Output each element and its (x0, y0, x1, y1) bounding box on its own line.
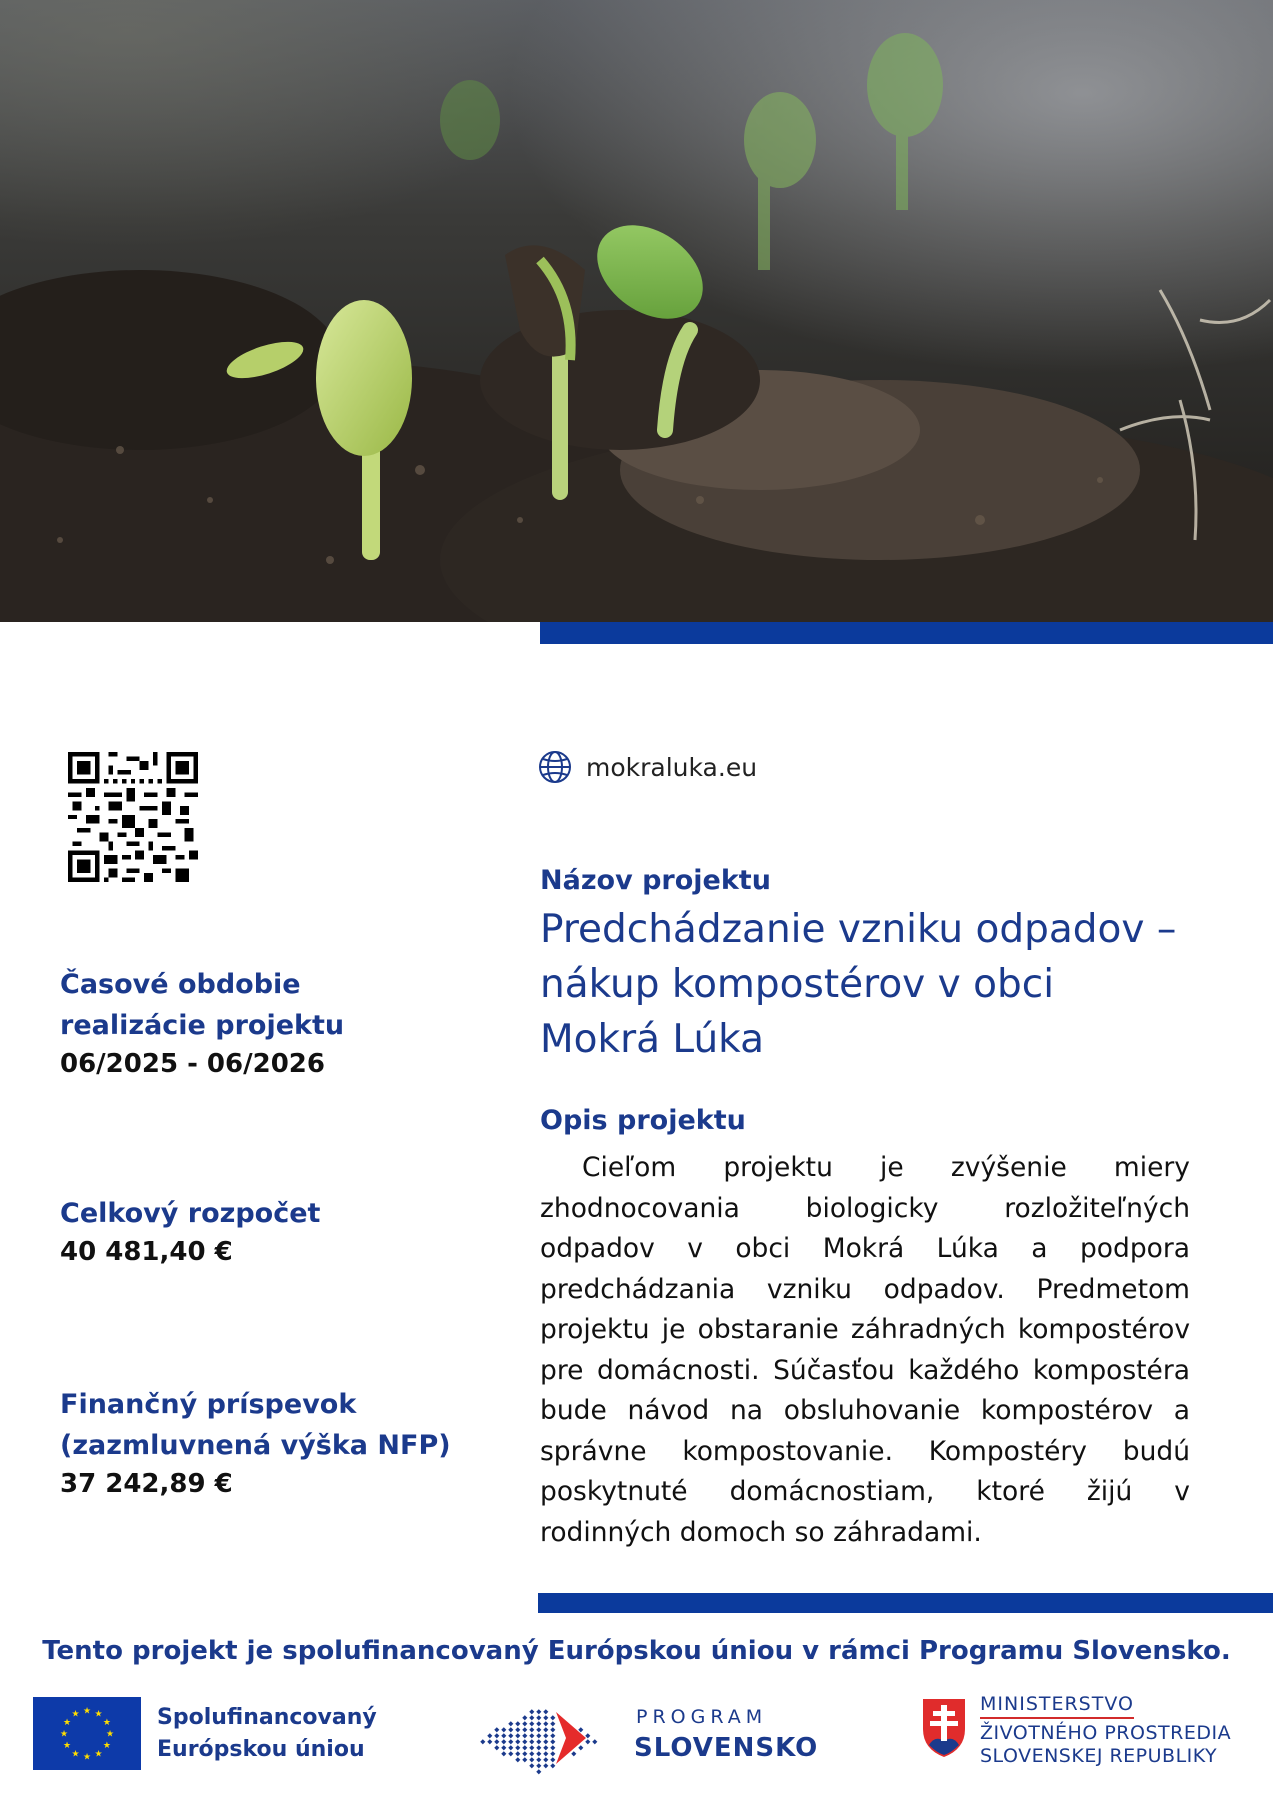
eu-star: ★ (71, 1749, 80, 1760)
accent-bar-bottom (538, 1593, 1273, 1613)
eu-star: ★ (94, 1709, 103, 1720)
eu-star: ★ (102, 1741, 111, 1751)
ministry-name (980, 1722, 1231, 1768)
period-value: 06/2025 - 06/2026 (60, 1049, 325, 1079)
project-name-label: Názov projektu (540, 865, 771, 896)
eu-star: ★ (82, 1752, 92, 1763)
hero-photo-seedlings (0, 0, 1273, 622)
period-label-line2: realizácie projektu (60, 1010, 345, 1041)
project-desc-label: Opis projektu (540, 1105, 746, 1136)
eu-star: ★ (63, 1718, 72, 1728)
eu-star: ★ (71, 1709, 80, 1720)
accent-bar-top (540, 622, 1273, 644)
period-label-line1: Časové obdobie (60, 969, 301, 1000)
eu-star: ★ (94, 1749, 103, 1760)
period-block (60, 964, 480, 1082)
qr-code[interactable] (68, 752, 198, 882)
eu-star: ★ (102, 1718, 111, 1728)
project-title (540, 902, 1240, 1067)
budget-value: 40 481,40 € (60, 1237, 233, 1267)
eu-star: ★ (82, 1706, 92, 1717)
program-slovensko-logo-icon (468, 1698, 628, 1778)
project-title-line3: Mokrá Lúka (540, 1017, 764, 1062)
eu-text-line2: Európskou úniou (157, 1737, 365, 1762)
program-word: PROGRAM (636, 1706, 768, 1728)
project-description: Cieľom projektu je zvýšenie miery zhodnocovania biologicky rozložiteľných odpadov v obci Mokrá Lúka a podpora predchádzania vzniku odpadov. Predmetom projektu je obstaranie záhradných kompostérov pre domácnosti. Súčasťou každého kompostéra bude návod na obsluhovanie kompostérov a správne kompostovanie. Kompostéry budú poskytnuté domácnostiam, ktoré žijú v rodinných domoch so záhradami. (540, 1152, 1190, 1548)
eu-flag-icon (33, 1697, 141, 1770)
ministry-line1: MINISTERSTVO (980, 1693, 1134, 1719)
slovensko-word: SLOVENSKO (634, 1733, 819, 1763)
ministry-line3: SLOVENSKEJ REPUBLIKY (980, 1745, 1218, 1767)
eu-star: ★ (59, 1729, 69, 1740)
budget-block (60, 1193, 480, 1270)
project-title-line2: nákup kompostérov v obci (540, 962, 1055, 1007)
eu-star: ★ (105, 1729, 115, 1740)
website-url[interactable]: mokraluka.eu (586, 752, 758, 782)
cofinance-statement: Tento projekt je spolufinancovaný Európskou úniou v rámci Programu Slovensko. (42, 1636, 1231, 1666)
budget-label: Celkový rozpočet (60, 1198, 321, 1229)
website-link[interactable] (538, 750, 757, 784)
grant-label-line1: Finančný príspevok (60, 1389, 357, 1420)
globe-icon (538, 750, 572, 784)
eu-star: ★ (63, 1741, 72, 1751)
slovak-coat-of-arms-icon (921, 1697, 967, 1759)
grant-label-line2: (zazmluvnená výška NFP) (60, 1430, 451, 1461)
eu-text-line1: Spolufinancovaný (157, 1705, 377, 1730)
eu-logo-text (157, 1702, 377, 1766)
grant-block (60, 1384, 480, 1502)
project-title-line1: Predchádzanie vzniku odpadov – (540, 907, 1177, 952)
ministry-line2: ŽIVOTNÉHO PROSTREDIA (980, 1722, 1232, 1744)
grant-value: 37 242,89 € (60, 1469, 233, 1499)
